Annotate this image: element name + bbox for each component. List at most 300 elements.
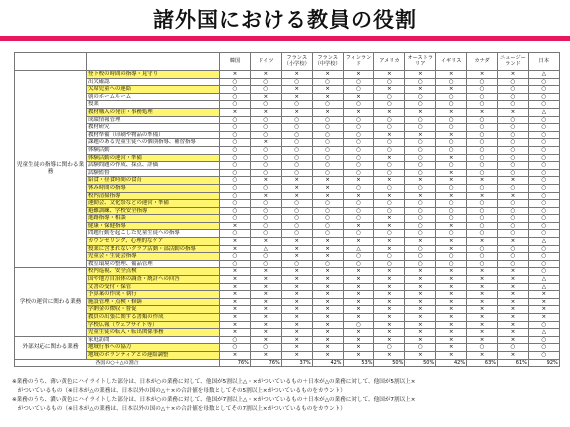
table-row (15, 124, 560, 132)
role-mark-cell: ○ (374, 207, 405, 215)
role-mark-cell: ○ (250, 124, 281, 132)
table-row (15, 101, 560, 109)
role-mark-cell: × (436, 192, 467, 200)
role-mark-cell: × (312, 245, 343, 253)
role-mark-cell: ○ (220, 154, 251, 162)
role-mark-cell: × (220, 321, 251, 329)
role-mark-cell: × (220, 222, 251, 230)
summary-percent: 76% (220, 359, 251, 367)
role-mark-cell: × (250, 336, 281, 344)
role-mark-cell: ○ (220, 78, 251, 86)
role-mark-cell: ○ (312, 78, 343, 86)
table-row (15, 78, 560, 86)
task-item-label: 避難訓練、学校安全指導 (87, 207, 220, 215)
role-mark-cell: × (281, 329, 312, 337)
role-mark-cell: × (436, 321, 467, 329)
role-mark-cell: × (498, 321, 529, 329)
role-mark-cell: × (467, 298, 498, 306)
summary-percent: 63% (467, 359, 498, 367)
role-mark-cell: × (281, 192, 312, 200)
role-mark-cell: × (467, 268, 498, 276)
role-mark-cell: × (343, 329, 374, 337)
role-mark-cell: ○ (528, 215, 559, 223)
role-mark-cell: × (250, 321, 281, 329)
role-mark-cell: ○ (250, 207, 281, 215)
role-mark-cell: ○ (374, 162, 405, 170)
role-mark-cell: × (374, 298, 405, 306)
role-mark-cell: ○ (528, 131, 559, 139)
role-mark-cell: ○ (467, 116, 498, 124)
table-row (15, 154, 560, 162)
table-row (15, 86, 560, 94)
role-mark-cell: × (436, 306, 467, 314)
role-mark-cell: × (281, 184, 312, 192)
role-mark-cell: ○ (528, 253, 559, 261)
role-mark-cell: ○ (312, 260, 343, 268)
role-mark-cell: ○ (220, 336, 251, 344)
role-mark-cell: × (498, 268, 529, 276)
role-mark-cell: × (467, 192, 498, 200)
role-mark-cell: ○ (374, 124, 405, 132)
role-mark-cell: × (250, 351, 281, 359)
role-mark-cell: ○ (374, 139, 405, 147)
role-mark-cell: × (467, 351, 498, 359)
role-mark-cell: ○ (343, 86, 374, 94)
role-mark-cell: × (312, 351, 343, 359)
role-mark-cell: ○ (343, 184, 374, 192)
role-mark-cell: ○ (405, 230, 436, 238)
role-mark-cell: ○ (220, 101, 251, 109)
role-mark-cell: ○ (405, 215, 436, 223)
task-item-label: 教材購入の発注・事務処理 (87, 108, 220, 116)
role-mark-cell: ○ (250, 253, 281, 261)
role-mark-cell: × (220, 329, 251, 337)
role-mark-cell: × (498, 336, 529, 344)
role-mark-cell: ○ (312, 207, 343, 215)
role-mark-cell: × (498, 314, 529, 322)
role-mark-cell: ○ (343, 131, 374, 139)
role-mark-cell: × (220, 268, 251, 276)
table-row (15, 192, 560, 200)
role-mark-cell: ○ (436, 116, 467, 124)
role-mark-cell: × (436, 329, 467, 337)
header-country: 韓国 (220, 53, 251, 71)
role-mark-cell: × (281, 291, 312, 299)
role-mark-cell: × (405, 108, 436, 116)
header-country: イギリス (436, 53, 467, 71)
role-mark-cell: ○ (528, 116, 559, 124)
role-mark-cell: ○ (250, 162, 281, 170)
role-mark-cell: × (312, 184, 343, 192)
role-mark-cell: × (436, 283, 467, 291)
role-mark-cell: ○ (467, 215, 498, 223)
role-mark-cell: ○ (405, 124, 436, 132)
role-mark-cell: ○ (436, 78, 467, 86)
table-row (15, 177, 560, 185)
role-mark-cell: × (436, 291, 467, 299)
role-mark-cell: ○ (436, 139, 467, 147)
role-mark-cell: ○ (250, 116, 281, 124)
role-mark-cell: ○ (498, 101, 529, 109)
role-mark-cell: ○ (312, 215, 343, 223)
role-mark-cell: ○ (220, 169, 251, 177)
role-mark-cell: ○ (281, 162, 312, 170)
header-country: カナダ (467, 53, 498, 71)
task-item-label: 校内巡視、安全点検 (87, 268, 220, 276)
table-row (15, 336, 560, 344)
task-item-label: 健康・保健指導 (87, 222, 220, 230)
role-mark-cell: × (220, 108, 251, 116)
role-mark-cell: ○ (312, 139, 343, 147)
table-row (15, 245, 560, 253)
role-mark-cell: ○ (405, 207, 436, 215)
role-mark-cell: × (374, 86, 405, 94)
role-mark-cell: ○ (436, 207, 467, 215)
table-row (15, 298, 560, 306)
role-mark-cell: × (498, 291, 529, 299)
role-mark-cell: ○ (436, 93, 467, 101)
role-mark-cell: × (436, 238, 467, 246)
role-mark-cell: ○ (528, 222, 559, 230)
role-mark-cell: ○ (250, 260, 281, 268)
role-mark-cell: × (343, 192, 374, 200)
task-item-label: 教材研究 (87, 124, 220, 132)
role-mark-cell: × (220, 283, 251, 291)
role-mark-cell: ○ (312, 101, 343, 109)
role-mark-cell: ○ (498, 169, 529, 177)
footnote-line: がついているもの（※日本が△の業務は、日本以外の国の△＋×の合計値を母数としてその7割以上×がついているものをカウント） (12, 406, 346, 412)
role-mark-cell: × (528, 314, 559, 322)
role-mark-cell: × (374, 351, 405, 359)
role-mark-cell: ○ (498, 245, 529, 253)
role-mark-cell: ○ (343, 124, 374, 132)
role-mark-cell: × (467, 238, 498, 246)
role-mark-cell: ○ (281, 101, 312, 109)
role-mark-cell: × (250, 268, 281, 276)
task-item-label: 問題行動を起こした児童生徒への指導 (87, 230, 220, 238)
role-mark-cell: × (405, 238, 436, 246)
role-mark-cell: ○ (528, 139, 559, 147)
role-mark-cell: ○ (281, 139, 312, 147)
role-mark-cell: × (312, 321, 343, 329)
role-mark-cell: ○ (498, 146, 529, 154)
role-mark-cell: × (467, 177, 498, 185)
role-mark-cell: × (343, 108, 374, 116)
role-mark-cell: △ (528, 108, 559, 116)
role-mark-cell: ○ (281, 124, 312, 132)
task-item-label: 体験活動 (87, 146, 220, 154)
table-row (15, 291, 560, 299)
role-mark-cell: ○ (467, 230, 498, 238)
task-item-label: 体験活動の運営・準備 (87, 154, 220, 162)
table-row (15, 238, 560, 246)
task-item-label: 施設管理・点検・修繕 (87, 298, 220, 306)
role-mark-cell: × (436, 336, 467, 344)
role-mark-cell: × (374, 336, 405, 344)
role-mark-cell: ○ (528, 184, 559, 192)
role-mark-cell: △ (528, 238, 559, 246)
table-row (15, 139, 560, 147)
role-mark-cell: ○ (250, 131, 281, 139)
role-mark-cell: × (498, 177, 529, 185)
role-mark-cell: ○ (312, 222, 343, 230)
role-mark-cell: ○ (467, 124, 498, 132)
role-mark-cell: ○ (343, 78, 374, 86)
role-mark-cell: × (312, 93, 343, 101)
role-mark-cell: × (405, 336, 436, 344)
role-mark-cell: ○ (436, 146, 467, 154)
role-mark-cell: ○ (436, 200, 467, 208)
role-mark-cell: × (281, 238, 312, 246)
table-row (15, 116, 560, 124)
role-mark-cell: ○ (374, 184, 405, 192)
role-mark-cell: × (312, 298, 343, 306)
category-label: 児童生徒の指導に関わる業務 (15, 71, 87, 268)
role-mark-cell: × (312, 268, 343, 276)
table-row (15, 321, 560, 329)
table-row (15, 93, 560, 101)
role-mark-cell: ○ (436, 230, 467, 238)
role-mark-cell: × (528, 291, 559, 299)
task-item-label: 家庭訪問 (87, 336, 220, 344)
role-mark-cell: × (343, 238, 374, 246)
role-mark-cell: ○ (498, 222, 529, 230)
role-mark-cell: ○ (405, 93, 436, 101)
role-mark-cell: × (281, 108, 312, 116)
role-mark-cell: △ (528, 276, 559, 284)
task-item-label: 学納金の徴収・督促 (87, 306, 220, 314)
task-item-label: 試験問題の作成、採点、評価 (87, 162, 220, 170)
header-country: フランス（中学校） (312, 53, 343, 71)
role-mark-cell: ○ (405, 245, 436, 253)
role-mark-cell: ○ (528, 260, 559, 268)
table-row (15, 207, 560, 215)
task-item-label: 登下校の時間の指導・見守り (87, 71, 220, 79)
role-mark-cell: ○ (312, 131, 343, 139)
role-mark-cell: × (374, 268, 405, 276)
summary-percent: 37% (281, 359, 312, 367)
role-mark-cell: ○ (220, 124, 251, 132)
task-item-label: 教材準備（印刷や物品の準備） (87, 131, 220, 139)
role-mark-cell: × (220, 351, 251, 359)
table-header (15, 53, 560, 71)
role-mark-cell: × (374, 154, 405, 162)
summary-label: 各国の○＋△の割合 (15, 359, 220, 367)
role-mark-cell: ○ (467, 169, 498, 177)
role-mark-cell: ○ (528, 78, 559, 86)
table-row (15, 260, 560, 268)
role-mark-cell: × (343, 276, 374, 284)
role-mark-cell: ○ (250, 222, 281, 230)
table-row (15, 131, 560, 139)
role-mark-cell: ○ (250, 169, 281, 177)
role-mark-cell: × (374, 329, 405, 337)
role-mark-cell: × (312, 177, 343, 185)
role-mark-cell: ○ (405, 154, 436, 162)
role-mark-cell: ○ (281, 230, 312, 238)
header-row (15, 53, 560, 71)
role-mark-cell: ○ (374, 93, 405, 101)
role-mark-cell: × (436, 344, 467, 352)
role-mark-cell: ○ (374, 253, 405, 261)
summary-percent: 50% (374, 359, 405, 367)
role-mark-cell: × (374, 131, 405, 139)
task-item-label: 運動会、文化祭などの運営・準備 (87, 200, 220, 208)
role-mark-cell: ○ (250, 78, 281, 86)
role-mark-cell: ○ (250, 344, 281, 352)
summary-percent: 53% (343, 359, 374, 367)
table-row (15, 230, 560, 238)
role-mark-cell: ○ (528, 124, 559, 132)
role-mark-cell: ○ (250, 154, 281, 162)
role-mark-cell: × (343, 268, 374, 276)
role-mark-cell: × (312, 86, 343, 94)
summary-percent: 92% (528, 359, 559, 367)
role-mark-cell: × (312, 71, 343, 79)
role-mark-cell: ○ (312, 230, 343, 238)
table-row (15, 222, 560, 230)
role-mark-cell: ○ (467, 78, 498, 86)
role-mark-cell: ○ (374, 230, 405, 238)
role-mark-cell: ○ (281, 131, 312, 139)
table-row (15, 276, 560, 284)
footnote-line: ※業務のうち、薄い黄色にハイライトした部分は、日本が○の業務に対して、他国が5割以上△・×がついているもの＋日本が△の業務に対して、他国が5割以上× (12, 379, 416, 385)
role-mark-cell: × (281, 177, 312, 185)
role-mark-cell: ○ (498, 253, 529, 261)
role-mark-cell: × (405, 298, 436, 306)
role-mark-cell: × (436, 351, 467, 359)
task-item-label: カウンセリング、心理的なケア (87, 238, 220, 246)
role-mark-cell: ○ (467, 207, 498, 215)
role-mark-cell: ○ (220, 207, 251, 215)
role-mark-cell: ○ (343, 215, 374, 223)
task-item-label: 休み時間の指導 (87, 184, 220, 192)
role-mark-cell: ○ (467, 260, 498, 268)
role-mark-cell: × (281, 298, 312, 306)
role-mark-cell: ○ (528, 321, 559, 329)
role-mark-cell: × (250, 139, 281, 147)
role-mark-cell: × (343, 177, 374, 185)
footnote-line: ※業務のうち、濃い黄色にハイライトした部分は、日本が○の業務に対して、他国が7割以上△・×がついているもの＋日本が△の業務に対して、他国が7割以上× (12, 397, 416, 403)
role-mark-cell: ○ (343, 154, 374, 162)
role-mark-cell: ○ (436, 124, 467, 132)
role-mark-cell: △ (528, 283, 559, 291)
role-mark-cell: ○ (220, 184, 251, 192)
role-mark-cell: ○ (498, 215, 529, 223)
role-mark-cell: × (374, 238, 405, 246)
role-mark-cell: ○ (250, 230, 281, 238)
role-mark-cell: ○ (281, 154, 312, 162)
role-mark-cell: ○ (250, 146, 281, 154)
role-mark-cell: × (374, 283, 405, 291)
role-mark-cell: × (405, 86, 436, 94)
role-mark-cell: ○ (528, 101, 559, 109)
role-mark-cell: × (220, 291, 251, 299)
role-mark-cell: ○ (405, 139, 436, 147)
role-mark-cell: ○ (436, 162, 467, 170)
role-mark-cell: ○ (528, 230, 559, 238)
role-mark-cell: ○ (498, 93, 529, 101)
role-mark-cell: × (498, 283, 529, 291)
role-mark-cell: × (281, 253, 312, 261)
role-mark-cell: × (343, 306, 374, 314)
role-mark-cell: ○ (374, 260, 405, 268)
role-mark-cell: ○ (467, 200, 498, 208)
role-mark-cell: ○ (528, 93, 559, 101)
role-mark-cell: × (312, 253, 343, 261)
role-mark-cell: ○ (312, 169, 343, 177)
role-mark-cell: ○ (220, 260, 251, 268)
role-mark-cell: × (281, 86, 312, 94)
role-mark-cell: × (220, 71, 251, 79)
page-title: 諸外国における教員の役割 (153, 8, 417, 32)
role-mark-cell: ○ (405, 101, 436, 109)
table-row (15, 253, 560, 261)
footnotes (12, 378, 562, 414)
role-mark-cell: × (312, 336, 343, 344)
role-mark-cell: × (374, 276, 405, 284)
role-mark-cell: ○ (281, 146, 312, 154)
role-mark-cell: ○ (498, 162, 529, 170)
role-mark-cell: × (498, 108, 529, 116)
role-mark-cell: ○ (343, 260, 374, 268)
role-mark-cell: ○ (220, 215, 251, 223)
role-mark-cell: ○ (343, 200, 374, 208)
role-mark-cell: × (498, 351, 529, 359)
role-mark-cell: ○ (281, 222, 312, 230)
table-row (15, 169, 560, 177)
role-mark-cell: ○ (467, 146, 498, 154)
role-mark-cell: × (467, 276, 498, 284)
role-mark-cell: × (281, 71, 312, 79)
role-mark-cell: ○ (467, 184, 498, 192)
role-mark-cell: △ (528, 71, 559, 79)
role-mark-cell: ○ (405, 162, 436, 170)
role-mark-cell: ○ (281, 260, 312, 268)
role-mark-cell: × (374, 108, 405, 116)
role-mark-cell: × (405, 283, 436, 291)
role-mark-cell: × (498, 329, 529, 337)
task-item-label: 予算案の作成・執行 (87, 291, 220, 299)
role-mark-cell: △ (343, 245, 374, 253)
header-country: アメリカ (374, 53, 405, 71)
role-mark-cell: × (281, 321, 312, 329)
role-mark-cell: × (436, 276, 467, 284)
role-mark-cell: × (528, 306, 559, 314)
role-mark-cell: ○ (312, 124, 343, 132)
role-mark-cell: ○ (436, 215, 467, 223)
table-row (15, 184, 560, 192)
role-mark-cell: ○ (498, 344, 529, 352)
role-mark-cell: ○ (374, 101, 405, 109)
role-mark-cell: ○ (220, 116, 251, 124)
role-mark-cell: ○ (220, 131, 251, 139)
role-mark-cell: × (528, 298, 559, 306)
role-mark-cell: × (343, 351, 374, 359)
header-blank-category (15, 53, 87, 71)
role-mark-cell: × (250, 177, 281, 185)
role-mark-cell: × (498, 306, 529, 314)
table-row (15, 329, 560, 337)
task-item-label: 課題のある児童生徒への個別指導、補習指導 (87, 139, 220, 147)
role-mark-cell: × (250, 108, 281, 116)
task-item-label: 進路指導・相談 (87, 215, 220, 223)
role-mark-cell: ○ (528, 169, 559, 177)
role-mark-cell: × (343, 93, 374, 101)
role-mark-cell: × (436, 314, 467, 322)
role-mark-cell: ○ (467, 86, 498, 94)
role-mark-cell: × (436, 154, 467, 162)
